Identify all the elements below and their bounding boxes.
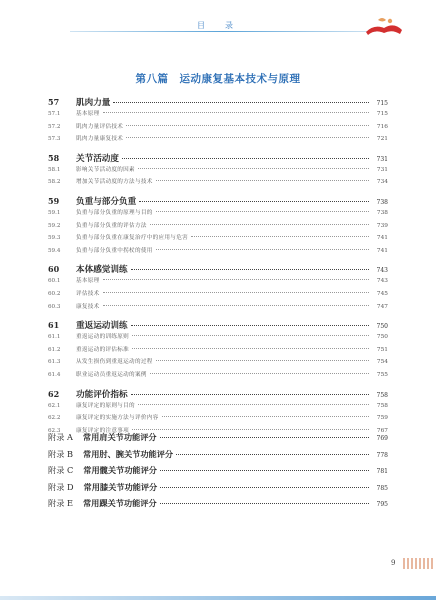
page-ref: 715: [376, 100, 388, 107]
chapter-row[interactable]: [48, 388, 388, 401]
section-number: 59.3: [48, 235, 61, 242]
appendix-row[interactable]: [48, 465, 388, 482]
section-title: 基本原理: [76, 278, 100, 285]
section-title: 康复评定的实施方法与评价内容: [76, 415, 159, 422]
dot-leader: [150, 224, 369, 225]
appendix-title: [48, 465, 157, 476]
chapter-row[interactable]: [48, 319, 388, 332]
page-ref: 754: [376, 359, 388, 366]
dot-leader: [113, 102, 369, 103]
chapter-60: [48, 263, 388, 314]
page-ref: 731: [376, 166, 388, 173]
dot-leader: [122, 158, 369, 159]
page-ref: 741: [376, 235, 388, 242]
dot-leader: [131, 394, 369, 395]
appendix-row[interactable]: [48, 449, 388, 466]
section-row[interactable]: [48, 165, 388, 178]
chapter-number: 62: [48, 388, 60, 399]
chapter-title: 本体感觉训练: [76, 265, 128, 276]
page-footer: [0, 556, 436, 576]
dot-leader: [103, 292, 369, 293]
section-row[interactable]: [48, 332, 388, 345]
appendix-name: 常用膝关节功能评分: [83, 481, 158, 492]
section-row[interactable]: [48, 276, 388, 289]
dot-leader: [103, 279, 369, 280]
appendix-name: 常用髋关节功能评分: [83, 465, 157, 475]
page-ref: 751: [376, 346, 388, 353]
appendix-row[interactable]: [48, 432, 388, 449]
section-row[interactable]: [48, 109, 388, 122]
section-title: 康复技术: [76, 303, 100, 310]
section-title: 肌肉力量评估技术: [76, 123, 124, 130]
appendix-title: [48, 482, 157, 493]
chapter-title: 肌肉力量: [76, 98, 111, 108]
section-row[interactable]: [48, 401, 388, 414]
dot-leader: [160, 470, 369, 471]
section-number: 61.3: [48, 359, 61, 366]
section-number: 57.1: [48, 111, 61, 117]
dot-leader: [103, 112, 369, 113]
chapter-number: 61: [48, 320, 60, 331]
appendix-label: 附录 D: [48, 481, 74, 492]
page-ref: 747: [376, 303, 388, 310]
section-number: 60.2: [48, 290, 61, 297]
appendix-list: [48, 432, 388, 515]
section-number: 61.4: [48, 371, 61, 378]
chapter-title: 功能评价指标: [76, 389, 128, 400]
chapter-title: 关节活动度: [76, 153, 119, 164]
page-ref: 731: [376, 155, 388, 163]
section-number: 62.1: [48, 402, 61, 409]
decorative-stripes: [403, 558, 433, 569]
chapter-61: [48, 319, 388, 382]
section-row[interactable]: [48, 357, 388, 370]
dot-leader: [138, 168, 369, 169]
section-row[interactable]: [48, 177, 388, 190]
dot-leader: [156, 249, 369, 250]
section-number: 59.2: [48, 222, 61, 229]
section-row[interactable]: [48, 370, 388, 383]
section-number: 60.3: [48, 303, 61, 310]
appendix-title: [48, 432, 157, 443]
appendix-label: 附录 E: [48, 498, 73, 508]
dot-leader: [156, 360, 369, 361]
section-title: 负重与部分负重在康复治疗中的应用与危害: [76, 235, 188, 242]
chapter-row[interactable]: [48, 195, 388, 208]
dot-leader: [103, 305, 369, 306]
section-number: 58.1: [48, 166, 61, 173]
section-number: 61.2: [48, 346, 61, 353]
page-ref: 769: [376, 435, 388, 442]
chapter-row[interactable]: [48, 263, 388, 276]
dot-leader: [160, 503, 369, 504]
section-number: 57.3: [48, 136, 61, 143]
part-title: 第八篇 运动康复基本技术与原理: [135, 73, 301, 85]
section-number: 59.4: [48, 247, 61, 254]
dot-leader: [132, 335, 369, 336]
dot-leader: [150, 373, 369, 374]
page-ref: 759: [376, 415, 388, 422]
section-row[interactable]: [48, 134, 388, 147]
chapter-title: 重返运动训练: [76, 321, 128, 332]
section-title: 肌肉力量康复技术: [76, 136, 124, 143]
section-title: 影响关节活动度的因素: [76, 166, 135, 173]
section-title: 负重与部分负重的原理与目的: [76, 209, 153, 216]
chapter-row[interactable]: [48, 96, 388, 109]
chapter-number: 59: [48, 195, 60, 206]
table-of-contents: [48, 96, 388, 443]
dot-leader: [138, 404, 369, 405]
page-ref: 739: [376, 222, 388, 229]
page-ref: 785: [376, 484, 388, 492]
page-ref: 741: [376, 247, 388, 254]
section-row[interactable]: [48, 413, 388, 426]
running-header: 目 录: [197, 21, 239, 30]
dot-leader: [160, 437, 369, 438]
appendix-label: 附录 B: [48, 448, 73, 459]
section-number: 62.3: [48, 427, 61, 434]
dot-leader: [126, 125, 369, 126]
section-row[interactable]: [48, 289, 388, 302]
page-ref: 745: [376, 290, 388, 297]
appendix-row[interactable]: [48, 498, 388, 515]
page-ref: 743: [376, 267, 388, 275]
appendix-label: 附录 A: [48, 432, 73, 442]
section-number: 57.2: [48, 123, 61, 130]
dot-leader: [126, 137, 369, 138]
section-title: 康复评定的原则与目的: [76, 402, 135, 409]
section-row[interactable]: [48, 122, 388, 135]
section-title: 负重与部分负重中拐杖的使用: [76, 247, 153, 254]
section-row[interactable]: [48, 246, 388, 259]
section-row[interactable]: [48, 345, 388, 358]
dot-leader: [156, 211, 369, 212]
section-row[interactable]: [48, 233, 388, 246]
dot-leader: [176, 454, 369, 455]
dot-leader: [139, 201, 369, 202]
page-ref: 743: [376, 278, 388, 285]
chapter-row[interactable]: [48, 152, 388, 165]
dot-leader: [132, 348, 369, 349]
page-ref: 795: [376, 501, 388, 508]
dot-leader: [132, 429, 369, 430]
chapter-number: 58: [48, 152, 60, 163]
page-ref: 738: [376, 209, 388, 216]
page-ref: 781: [376, 468, 388, 475]
section-title: 职业运动员重返运动的案例: [76, 371, 147, 378]
chapter-title: 负重与部分负重: [76, 196, 137, 207]
section-title: 增加关节活动度的方法与技术: [76, 179, 153, 186]
section-row[interactable]: [48, 208, 388, 221]
page-ref: 738: [376, 198, 388, 206]
dot-leader: [162, 416, 369, 417]
appendix-title: [48, 498, 157, 509]
section-number: 59.1: [48, 209, 61, 216]
chapter-number: 57: [48, 97, 60, 107]
chapter-number: 60: [48, 264, 60, 275]
page-ref: 767: [376, 427, 388, 434]
section-title: 康复评定的注意事项: [76, 427, 130, 434]
bottom-bar: [0, 596, 436, 600]
section-title: 重返运动的评估标准: [76, 346, 130, 353]
appendix-name: 常用肘、腕关节功能评分: [83, 448, 174, 459]
page-ref: 716: [376, 123, 388, 130]
section-row[interactable]: [48, 302, 388, 315]
chapter-59: [48, 195, 388, 258]
page-ref: 750: [376, 323, 388, 331]
page-ref: 721: [376, 136, 388, 143]
page-ref: 758: [376, 391, 388, 399]
chapter-62: [48, 388, 388, 439]
section-title: 重返运动的训练原则: [76, 334, 130, 341]
appendix-title: [48, 449, 173, 460]
section-number: 60.1: [48, 278, 61, 285]
appendix-label: 附录 C: [48, 465, 74, 475]
section-number: 61.1: [48, 334, 61, 341]
page-ref: 734: [376, 179, 388, 186]
book-logo-icon: [364, 14, 404, 36]
section-number: 62.2: [48, 415, 61, 422]
chapter-58: [48, 152, 388, 190]
page-ref: 750: [376, 334, 388, 341]
page-ref: 778: [376, 451, 388, 459]
section-row[interactable]: [48, 221, 388, 234]
section-title: 负重与部分负重的评估方法: [76, 222, 147, 229]
header-rule: [70, 31, 376, 32]
dot-leader: [131, 269, 369, 270]
page-number: 9: [391, 559, 396, 567]
page-ref: 758: [376, 402, 388, 409]
page-ref: 755: [376, 371, 388, 378]
section-title: 从发生损伤到重返运动的过程: [76, 359, 153, 366]
section-title: 基本原理: [76, 111, 100, 117]
appendix-name: 常用肩关节功能评分: [82, 432, 157, 442]
appendix-row[interactable]: [48, 482, 388, 499]
page-ref: 715: [376, 111, 388, 117]
appendix-name: 常用踝关节功能评分: [82, 498, 157, 508]
chapter-57: [48, 96, 388, 147]
section-number: 58.2: [48, 179, 61, 186]
dot-leader: [156, 180, 369, 181]
dot-leader: [160, 487, 369, 488]
dot-leader: [131, 325, 369, 326]
section-title: 评估技术: [76, 290, 100, 297]
dot-leader: [191, 236, 369, 237]
